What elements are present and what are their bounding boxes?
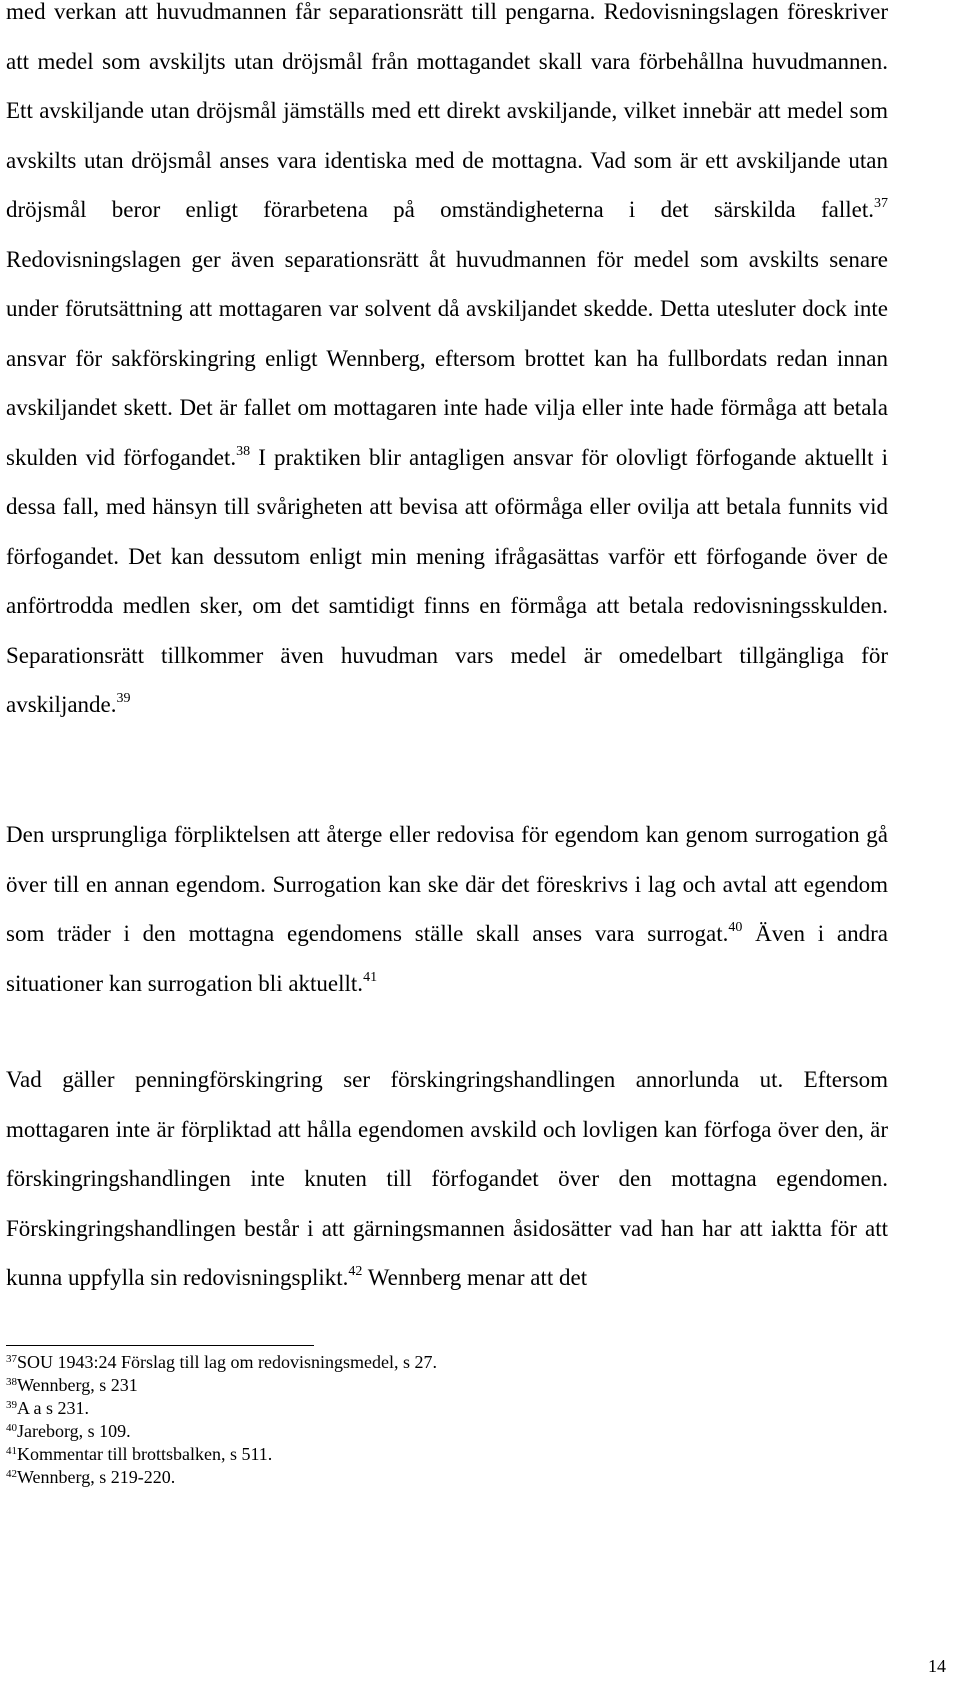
footnote-number: 41 [6, 1445, 17, 1457]
footnote-text: Wennberg, s 231 [17, 1375, 138, 1395]
footnote-number: 39 [6, 1399, 17, 1411]
footnote-number: 40 [6, 1422, 17, 1434]
footnote-reference: 39 [116, 691, 131, 706]
footnote-text: Kommentar till brottsbalken, s 511. [17, 1444, 273, 1464]
body-paragraph [6, 1055, 888, 1303]
footnote-number: 38 [6, 1376, 17, 1388]
paragraph-text: Vad gäller penningförskingring ser förskingringshandlingen annorlunda ut. Eftersom mottagaren inte är förpliktad att hålla egendomen avskild och lovligen kan förfoga över den, är förskingringshandlingen inte knuten till förfogandet över den mottagna egendomen. Förskingringshandlingen består i att gärningsmannen åsidosätter vad han har att iaktta för att kunna uppfylla sin redovisningsplikt. [6, 1067, 888, 1290]
body-paragraph [6, 810, 888, 1008]
paragraph-text: Redovisningslagen ger även separationsrätt åt huvudmannen för medel som avskilts senare under förutsättning att mottagaren var solvent då avskiljandet skedde. Detta utesluter dock inte ansvar för sakförskingring enligt Wennberg, eftersom brottet kan ha fullbordats redan innan avskiljandet skett. Det är fallet om mottagaren inte hade vilja eller inte hade förmåga att betala skulden vid förfogandet. [6, 246, 888, 470]
footnote-separator [6, 1345, 314, 1346]
body-paragraph [6, 0, 888, 730]
footnote-text: SOU 1943:24 Förslag till lag om redovisningsmedel, s 27. [17, 1352, 437, 1372]
footnote-item [6, 1467, 706, 1487]
footnote-number: 37 [6, 1353, 17, 1365]
footnote-reference: 41 [363, 969, 378, 985]
paragraph-text: Wennberg menar att det [362, 1265, 588, 1290]
footnote-item [6, 1398, 706, 1418]
footnote-item [6, 1444, 706, 1464]
page-number: 14 [928, 1656, 946, 1676]
footnote-text: Wennberg, s 219-220. [17, 1467, 176, 1487]
footnote-reference: 38 [236, 443, 251, 459]
paragraph-text: Den ursprungliga förpliktelsen att återge eller redovisa för egendom kan genom surrogation gå över till en annan egendom. Surrogation kan ske där det föreskrivs i lag och avtal att egendom som träder i den mottagna egendomens ställe skall anses vara surrogat. [6, 822, 888, 946]
footnote-number: 42 [6, 1468, 17, 1480]
footnote-item [6, 1375, 706, 1395]
footnote-reference: 42 [348, 1264, 363, 1279]
footnotes-list [6, 1352, 706, 1490]
paragraph-text: I praktiken blir antagligen ansvar för olovligt förfogande aktuellt i dessa fall, med hänsyn till svårigheten att bevisa att oförmåga eller ovilja att betala funnits vid förfogandet. Det kan dessutom enligt min mening ifrågasättas varför ett förfogande över de anförtrodda medlen sker, om det samtidigt finns en förmåga att betala redovisningsskulden. Separationsrätt tillkommer även huvudman vars medel är omedelbart tillgängliga för avskiljande. [6, 444, 889, 717]
footnote-text: Jareborg, s 109. [17, 1421, 131, 1441]
footnote-item [6, 1421, 706, 1441]
footnote-item [6, 1352, 706, 1372]
footnote-reference: 40 [728, 920, 743, 935]
footnote-reference: 37 [874, 196, 888, 211]
paragraph-text: med verkan att huvudmannen får separationsrätt till pengarna. Redovisningslagen föreskriver att medel som avskiljts utan dröjsmål från mottagandet skall vara förbehållna huvudmannen. Ett avskiljande utan dröjsmål jämställs med ett direkt avskiljande, vilket innebär att medel som avskilts utan dröjsmål anses vara identiska med de mottagna. Vad som är ett avskiljande utan dröjsmål beror enligt förarbetena på omständigheterna i det särskilda fallet. [6, 0, 888, 222]
paragraph-text: Även i andra situationer kan surrogation bli aktuellt. [6, 921, 888, 996]
footnote-text: A a s 231. [17, 1398, 89, 1418]
